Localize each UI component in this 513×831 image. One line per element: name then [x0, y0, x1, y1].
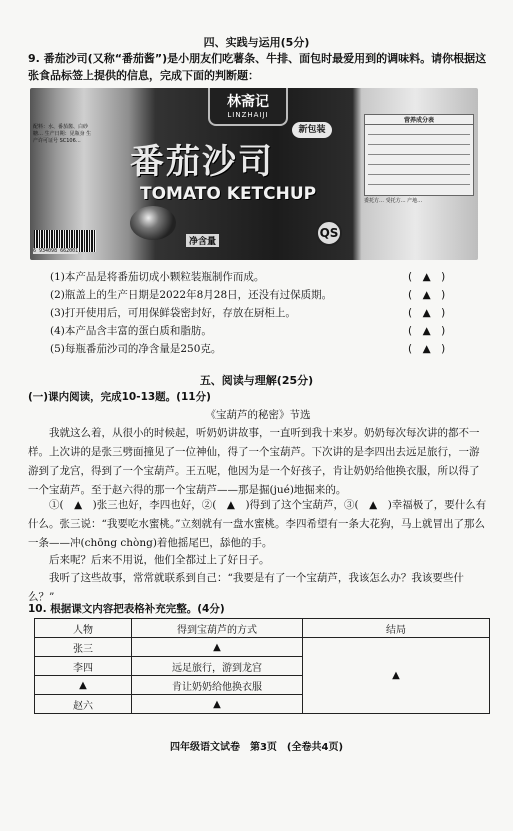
net-content-label: 净含量	[186, 234, 219, 247]
outcome-cell[interactable]: ▲	[303, 638, 490, 714]
judgement-item	[50, 304, 470, 322]
table-header: 得到宝葫芦的方式	[132, 619, 303, 638]
judgement-item	[50, 286, 470, 304]
person-cell: 张三	[35, 638, 132, 657]
table-header-row	[35, 619, 490, 638]
answer-blank[interactable]: ( ▲ )	[408, 271, 446, 283]
section4-title: 四、实践与运用(5分)	[203, 36, 310, 49]
tomato-illustration	[130, 206, 176, 240]
method-cell[interactable]: ▲	[132, 695, 303, 714]
method-cell: 肯让奶奶给他换衣服	[132, 676, 303, 695]
product-name-en: TOMATO KETCHUP	[140, 184, 317, 204]
new-package-badge: 新包装	[292, 122, 332, 138]
label-manufacturer-text: 委托方… 受托方… 产地…	[364, 198, 423, 204]
question-10: 10. 根据课文内容把表格补充完整。(4分)	[28, 603, 225, 615]
nutrition-title: 营养成分表	[365, 115, 473, 125]
passage-paragraph-4: 我听了这些故事，常常就联系到自己：“我要是有了一个宝葫芦，我该怎么办？我该要些什么？”	[28, 572, 464, 603]
section5-title: 五、阅读与理解(25分)	[199, 374, 314, 387]
judgement-item	[50, 268, 470, 286]
table-header: 人物	[35, 619, 132, 638]
brand-name-en: LINZHAIJI	[227, 111, 269, 119]
brand-logo	[208, 88, 288, 126]
answer-table	[34, 618, 490, 714]
judgement-text: (4)本产品含丰富的蛋白质和脂肪。	[50, 325, 212, 337]
table-header: 结局	[303, 619, 490, 638]
judgement-text: (2)瓶盖上的生产日期是2022年8月28日，还没有过保质期。	[50, 289, 333, 301]
ketchup-label-image	[30, 88, 478, 260]
judgement-item	[50, 340, 470, 358]
passage-paragraph-1: 我就这么着，从很小的时候起，听奶奶讲故事，一直听到我十来岁。奶奶每次每次讲的都不一样。上次讲的是张三劈面撞见了一位神仙，得了一个宝葫芦。下次讲的是李四出去远足旅行，一游游到了龙宫，得到了一个宝葫芦。王五呢，他因为是一个好孩子，肯让奶奶给他换衣服，所以得了一个宝葫芦。至于赵六得的那一个宝葫芦——那是掘(jué)地掘来的。	[28, 427, 480, 496]
method-cell[interactable]: ▲	[132, 638, 303, 657]
answer-blank[interactable]: ( ▲ )	[408, 289, 446, 301]
person-cell: 李四	[35, 657, 132, 676]
judgement-item	[50, 322, 470, 340]
label-ingredients-text: 配料：水、番茄酱、白砂糖… 生产日期：见瓶身 生产许可证号 SC106…	[33, 124, 92, 144]
judgement-text: (1)本产品是将番茄切成小颗粒装瓶制作而成。	[50, 271, 265, 283]
passage-paragraph-2: ①( ▲ )张三也好，李四也好，②( ▲ )得到了这个宝葫芦，③( ▲ )幸福极了，要什么有什么。张三说：“我要吃水蜜桃。”立刻就有一盘水蜜桃。李四希望有一条大花狗，马上就冒出了那么一条——冲(chōng chòng)着他摇尾巴，舔他的手。	[28, 499, 487, 549]
qs-certification-icon: QS	[316, 220, 342, 246]
judgement-text: (5)每瓶番茄沙司的净含量是250克。	[50, 343, 222, 355]
product-name-zh: 番茄沙司	[130, 142, 274, 182]
reading-part1-title	[28, 388, 488, 407]
person-cell: 赵六	[35, 695, 132, 714]
table-row	[35, 638, 490, 657]
method-cell: 远足旅行，游到龙宫	[132, 657, 303, 676]
judgement-text: (3)打开使用后，可用保鲜袋密封好，存放在厨柜上。	[50, 307, 296, 319]
part1-heading: (一)课内阅读，完成10-13题。(11分)	[28, 391, 211, 403]
passage-title: 《宝葫芦的秘密》节选	[205, 409, 311, 421]
person-cell[interactable]: ▲	[35, 676, 132, 695]
question-9: 9. 番茄沙司(又称“番茄酱”)是小朋友们吃薯条、牛排、面包时最爱用到的调味料。请你根据这张食品标签上提供的信息，完成下面的判断题：	[28, 52, 487, 82]
page-footer: 四年级语文试卷 第3页 (全卷共4页)	[169, 742, 344, 753]
answer-blank[interactable]: ( ▲ )	[408, 325, 446, 337]
brand-name-zh: 林斋记	[227, 94, 269, 110]
nutrition-facts-panel	[364, 114, 474, 196]
passage-paragraph-3: 后来呢？后来不用说，他们全都过上了好日子。	[49, 554, 270, 566]
answer-blank[interactable]: ( ▲ )	[408, 307, 446, 319]
answer-blank[interactable]: ( ▲ )	[408, 343, 446, 355]
barcode-digits: 6 934098 662001	[33, 248, 79, 254]
